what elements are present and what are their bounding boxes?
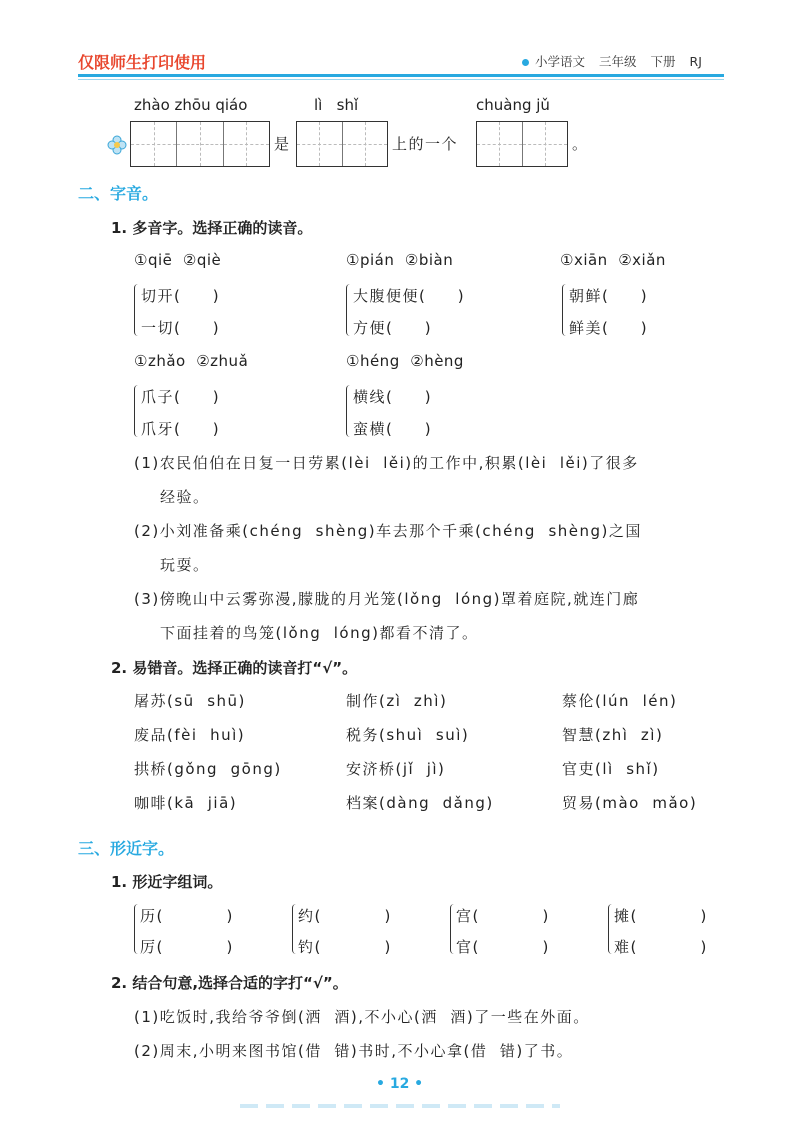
pronunciation-item: 屠苏(sū shū): [134, 692, 246, 710]
header-volume: 下册: [650, 54, 676, 69]
text-mid: 上的一个: [392, 135, 459, 153]
polyphone-item: 爪子( ): [141, 388, 221, 406]
similar-char-item: 历( ): [140, 907, 234, 925]
sentence-line: (3)傍晚山中云雾弥漫,朦胧的月光笼(lǒng lóng)罩着庭院,就连门廊: [134, 590, 640, 608]
pronunciation-item: 安济桥(jǐ jì): [346, 760, 446, 778]
header-rule: [78, 74, 724, 77]
brace: [134, 385, 141, 437]
polyphone-item: 鲜美( ): [569, 319, 649, 337]
similar-char-item: 宫( ): [456, 907, 550, 925]
polyphone-item: 一切( ): [141, 319, 221, 337]
writing-grid-2b[interactable]: [476, 121, 568, 167]
sentence-line: 玩耍。: [160, 556, 210, 574]
brace: [562, 284, 569, 336]
footer-decoration: [240, 1104, 560, 1108]
q2-title: 2. 易错音。选择正确的读音打“√”。: [111, 659, 358, 677]
pronunciation-item: 税务(shuì suì): [346, 726, 470, 744]
pinyin-lishi: lì shǐ: [314, 96, 359, 114]
pronunciation-item: 智慧(zhì zì): [562, 726, 664, 744]
q3-1-title: 1. 形近字组词。: [111, 873, 223, 891]
pinyin-chuangju: chuàng jǔ: [476, 96, 550, 114]
brace: [134, 284, 141, 336]
sentence-line: (1)吃饭时,我给爷爷倒(洒 酒),不小心(洒 酒)了一些在外面。: [134, 1008, 590, 1026]
pronunciation-item: 制作(zì zhì): [346, 692, 448, 710]
header-rule-thin: [78, 79, 724, 80]
sentence-line: (1)农民伯伯在日复一日劳累(lèi lěi)的工作中,积累(lèi lěi)了很多: [134, 454, 639, 472]
polyphone-item: 横线( ): [353, 388, 433, 406]
page-number: • 12 •: [376, 1076, 424, 1092]
pronunciation-item: 拱桥(gǒng gōng): [134, 760, 282, 778]
polyphone-item: 蛮横( ): [353, 420, 433, 438]
header-book-info: [522, 52, 702, 70]
pronunciation-item: 废品(fèi huì): [134, 726, 246, 744]
section-3-title: 三、形近字。: [78, 839, 175, 858]
pronunciation-item: 咖啡(kā jiā): [134, 794, 238, 812]
polyphone-item: 大腹便便( ): [353, 287, 466, 305]
header-watermark: 仅限师生打印使用: [78, 53, 207, 72]
pinyin-zhaozhouqiao: zhào zhōu qiáo: [134, 96, 248, 114]
similar-char-item: 钓( ): [298, 938, 392, 956]
text-is: 是: [274, 135, 291, 153]
sentence-line: 下面挂着的鸟笼(lǒng lóng)都看不清了。: [160, 624, 479, 642]
pronunciation-item: 贸易(mào mǎo): [562, 794, 698, 812]
polyphone-options: ①zhǎo ②zhuǎ: [134, 352, 249, 370]
flower-icon: [106, 134, 128, 160]
similar-char-item: 厉( ): [140, 938, 234, 956]
header-subject: 小学语文: [535, 54, 586, 69]
section-2-title: 二、字音。: [78, 184, 159, 203]
bullet-icon: [522, 59, 529, 66]
sentence-line: 经验。: [160, 488, 210, 506]
polyphone-options: ①pián ②biàn: [346, 251, 454, 269]
similar-char-item: 摊( ): [614, 907, 708, 925]
sentence-line: (2)周末,小明来图书馆(借 错)书时,不小心拿(借 错)了书。: [134, 1042, 574, 1060]
polyphone-options: ①xiān ②xiǎn: [560, 251, 666, 269]
polyphone-options: ①qiē ②qiè: [134, 251, 222, 269]
polyphone-item: 切开( ): [141, 287, 221, 305]
header-grade: 三年级: [599, 54, 637, 69]
polyphone-item: 朝鲜( ): [569, 287, 649, 305]
brace: [346, 385, 353, 437]
text-end: 。: [572, 135, 589, 153]
q3-2-title: 2. 结合句意,选择合适的字打“√”。: [111, 974, 348, 992]
pronunciation-item: 官吏(lì shǐ): [562, 760, 660, 778]
header-edition: RJ: [689, 54, 702, 69]
polyphone-item: 方便( ): [353, 319, 433, 337]
sentence-line: (2)小刘准备乘(chéng shèng)车去那个千乘(chéng shèng)之国: [134, 522, 642, 540]
pronunciation-item: 蔡伦(lún lén): [562, 692, 678, 710]
similar-char-item: 难( ): [614, 938, 708, 956]
writing-grid-3[interactable]: [130, 121, 270, 167]
writing-grid-2a[interactable]: [296, 121, 388, 167]
polyphone-options: ①héng ②hèng: [346, 352, 464, 370]
similar-char-item: 约( ): [298, 907, 392, 925]
q1-title: 1. 多音字。选择正确的读音。: [111, 219, 313, 237]
similar-char-item: 官( ): [456, 938, 550, 956]
pronunciation-item: 档案(dàng dǎng): [346, 794, 494, 812]
brace: [346, 284, 353, 336]
polyphone-item: 爪牙( ): [141, 420, 221, 438]
